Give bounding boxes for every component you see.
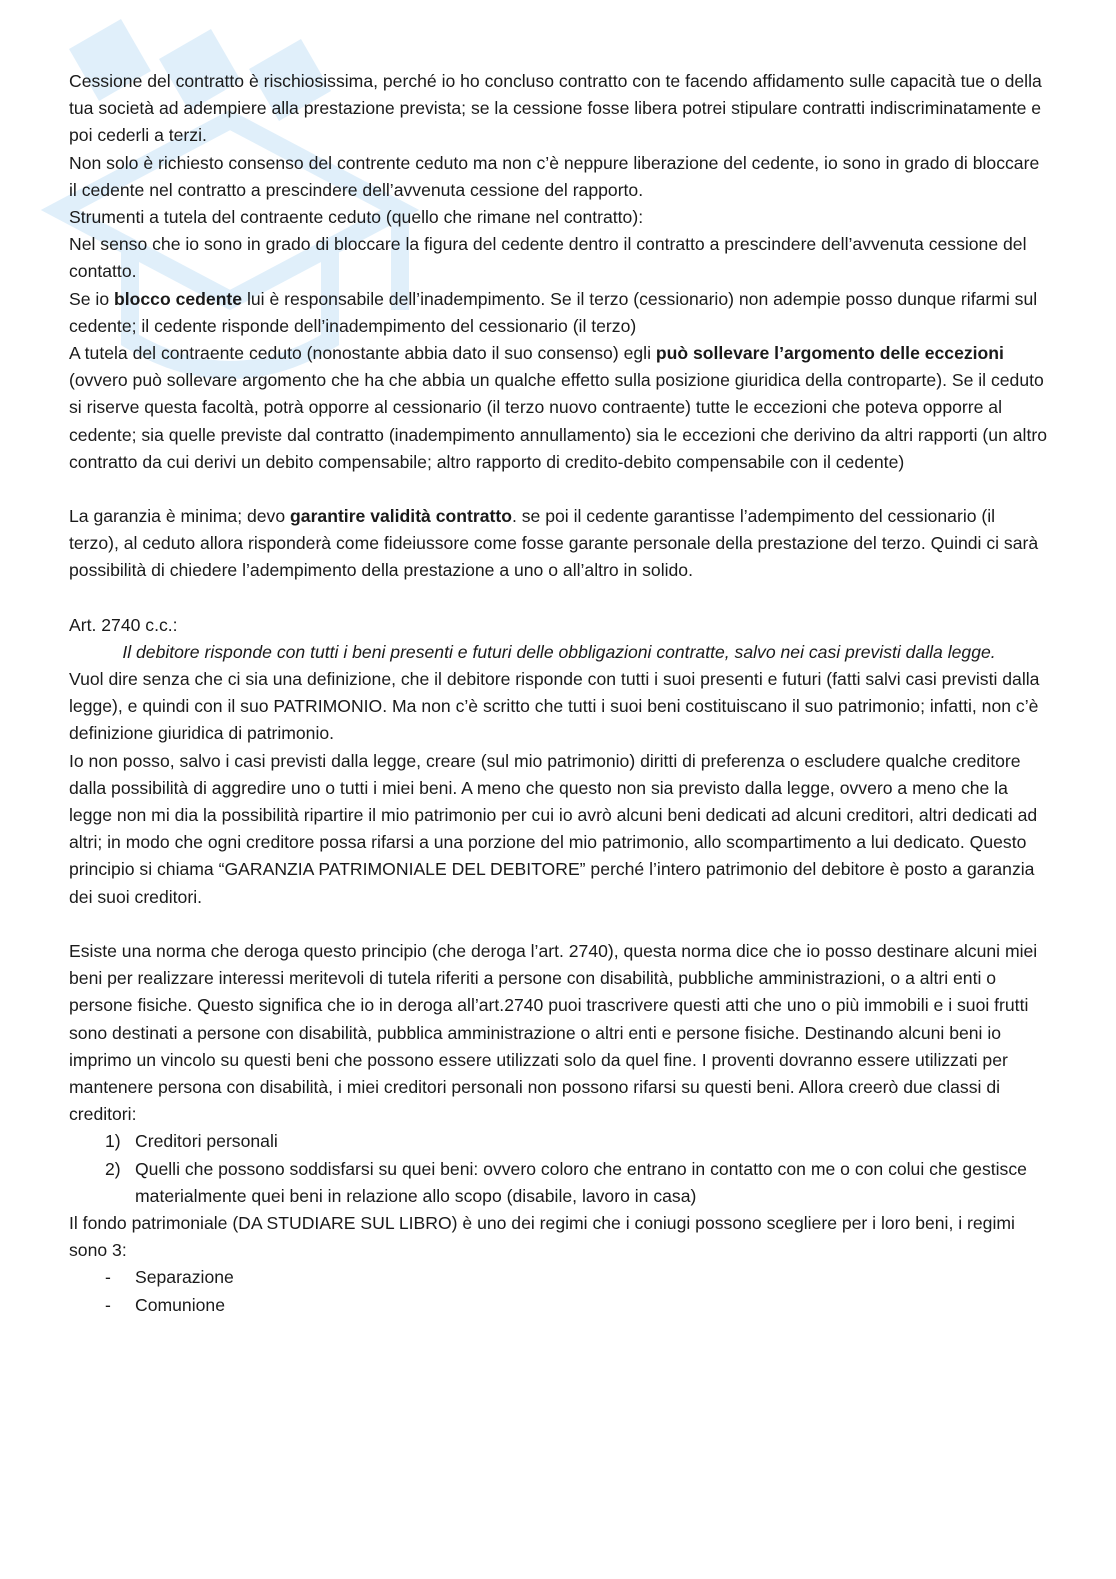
list-item <box>69 1156 1049 1210</box>
text-run: Se io <box>69 288 114 309</box>
paragraph: Il fondo patrimoniale (DA STUDIARE SUL LIBRO) è uno dei regimi che i coniugi possono scegliere per i loro beni, i regimi sono 3: <box>69 1212 1015 1261</box>
article-heading: Art. 2740 c.c.: <box>69 614 178 635</box>
document-body <box>69 68 1049 1319</box>
list-marker: - <box>105 1267 111 1288</box>
paragraph: Vuol dire senza che ci sia una definizione, che il debitore risponde con tutti i suoi presenti e futuri (fatti salvi casi previsti dalla legge), e quindi con il suo PATRIMONIO. Ma non c’è scritto che tutti i suoi beni costituiscano il suo patrimonio; infatti, non c’è definizione giuridica di patrimonio. <box>69 669 1040 744</box>
paragraph: Cessione del contratto è rischiosissima, perché io ho concluso contratto con te facendo affidamento sulle capacità tue o della tua società ad adempiere alla prestazione prevista; se la cessione fosse libera potrei stipulare contratti indiscriminatamente e poi cederli a terzi. <box>69 71 1042 146</box>
list-marker: - <box>105 1294 111 1315</box>
list-item-text: Quelli che possono soddisfarsi su quei beni: ovvero coloro che entrano in contatto con me o con colui che gestisce materialmente quei beni in relazione allo scopo (disabile, lavoro in casa) <box>135 1158 1027 1206</box>
text-run: (ovvero può sollevare argomento che ha che abbia un qualche effetto sulla posizione giuridica della controparte). Se il ceduto si riserve questa facoltà, potrà opporre al cessionario (il terzo nuovo contraente) tutte le eccezioni che poteva opporre al cedente; sia quelle previste dal contratto (inadempimento annullamento) sia le eccezioni che derivino da altri rapporti (un altro contratto da cui derivi un debito compensabile; altro rapporto di credito-debito compensabile con il cedente) <box>69 370 1047 472</box>
text-run: La garanzia è minima; devo <box>69 506 291 527</box>
paragraph: Strumenti a tutela del contraente ceduto (quello che rimane nel contratto): <box>69 207 644 228</box>
paragraph <box>69 340 1049 476</box>
list-item-text: Separazione <box>135 1267 234 1288</box>
list-marker: 2) <box>105 1158 121 1179</box>
bold-text: blocco cedente <box>114 288 243 309</box>
list-item <box>69 1264 1049 1291</box>
list-item <box>69 1292 1049 1319</box>
list-item-text: Comunione <box>135 1294 225 1315</box>
bullet-list <box>69 1264 1049 1318</box>
numbered-list <box>69 1128 1049 1210</box>
paragraph: Esiste una norma che deroga questo principio (che deroga l’art. 2740), questa norma dice che io posso destinare alcuni miei beni per realizzare interessi meritevoli di tutela riferiti a persone con disabilità, pubbliche amministrazioni, o a altri enti o persone fisiche. Questo significa che io in deroga all’art.2740 puoi trascrivere questi atti che uno o più immobili e i suoi frutti sono destinati a persone con disabilità, pubblica amministrazione o altri enti e persone fisiche. Destinando alcuni beni io imprimo un vincolo su questi beni che possono essere utilizzati solo da quel fine. I proventi dovranno essere utilizzati per mantenere persona con disabilità, i miei creditori personali non possono rifarsi su questi beni. Allora creerò due classi di creditori: <box>69 940 1038 1125</box>
bold-text: può sollevare l’argomento delle eccezioni <box>655 343 1004 364</box>
article-quote: Il debitore risponde con tutti i beni presenti e futuri delle obbligazioni contratte, salvo nei casi previsti dalla legge. <box>122 641 996 662</box>
paragraph <box>69 503 1049 585</box>
list-item-text: Creditori personali <box>135 1131 278 1152</box>
text-run: . se poi il cedente garantisse l’adempimento del cessionario (il terzo), al ceduto allora risponderà come fideiussore come fosse garante personale della prestazione del terzo. Quindi ci sarà possibilità di chiedere l’adempimento della prestazione a uno o all’altro in solido. <box>69 506 1039 581</box>
list-item <box>69 1128 1049 1155</box>
text-run: A tutela del contraente ceduto (nonostante abbia dato il suo consenso) egli <box>69 343 656 364</box>
text-run: lui è responsabile dell’inadempimento. Se il terzo (cessionario) non adempie posso dunque rifarmi sul cedente; il cedente risponde dell’inadempimento del cessionario (il terzo) <box>69 288 1038 336</box>
paragraph: Nel senso che io sono in grado di bloccare la figura del cedente dentro il contratto a prescindere dell’avvenuta cessione del contatto. <box>69 234 1027 282</box>
paragraph <box>69 286 1049 340</box>
paragraph: Io non posso, salvo i casi previsti dalla legge, creare (sul mio patrimonio) diritti di preferenza o escludere qualche creditore dalla possibilità di aggredire uno o tutti i miei beni. A meno che questo non sia previsto dalla legge, ovvero a meno che la legge non mi dia la possibilità ripartire il mio patrimonio per cui io avrò alcuni beni dedicati ad alcuni creditori, altri dedicati ad altri; in modo che ogni creditore possa rifarsi a una porzione del mio patrimonio, allo scompartimento a lui dedicato. Questo principio si chiama “GARANZIA PATRIMONIALE DEL DEBITORE” perché l’intero patrimonio del debitore è posto a garanzia dei suoi creditori. <box>69 750 1038 907</box>
bold-text: garantire validità contratto <box>290 506 512 527</box>
list-marker: 1) <box>105 1131 121 1152</box>
paragraph: Non solo è richiesto consenso del contrente ceduto ma non c’è neppure liberazione del cedente, io sono in grado di bloccare il cedente nel contratto a prescindere dell’avvenuta cessione del rapporto. <box>69 152 1040 200</box>
